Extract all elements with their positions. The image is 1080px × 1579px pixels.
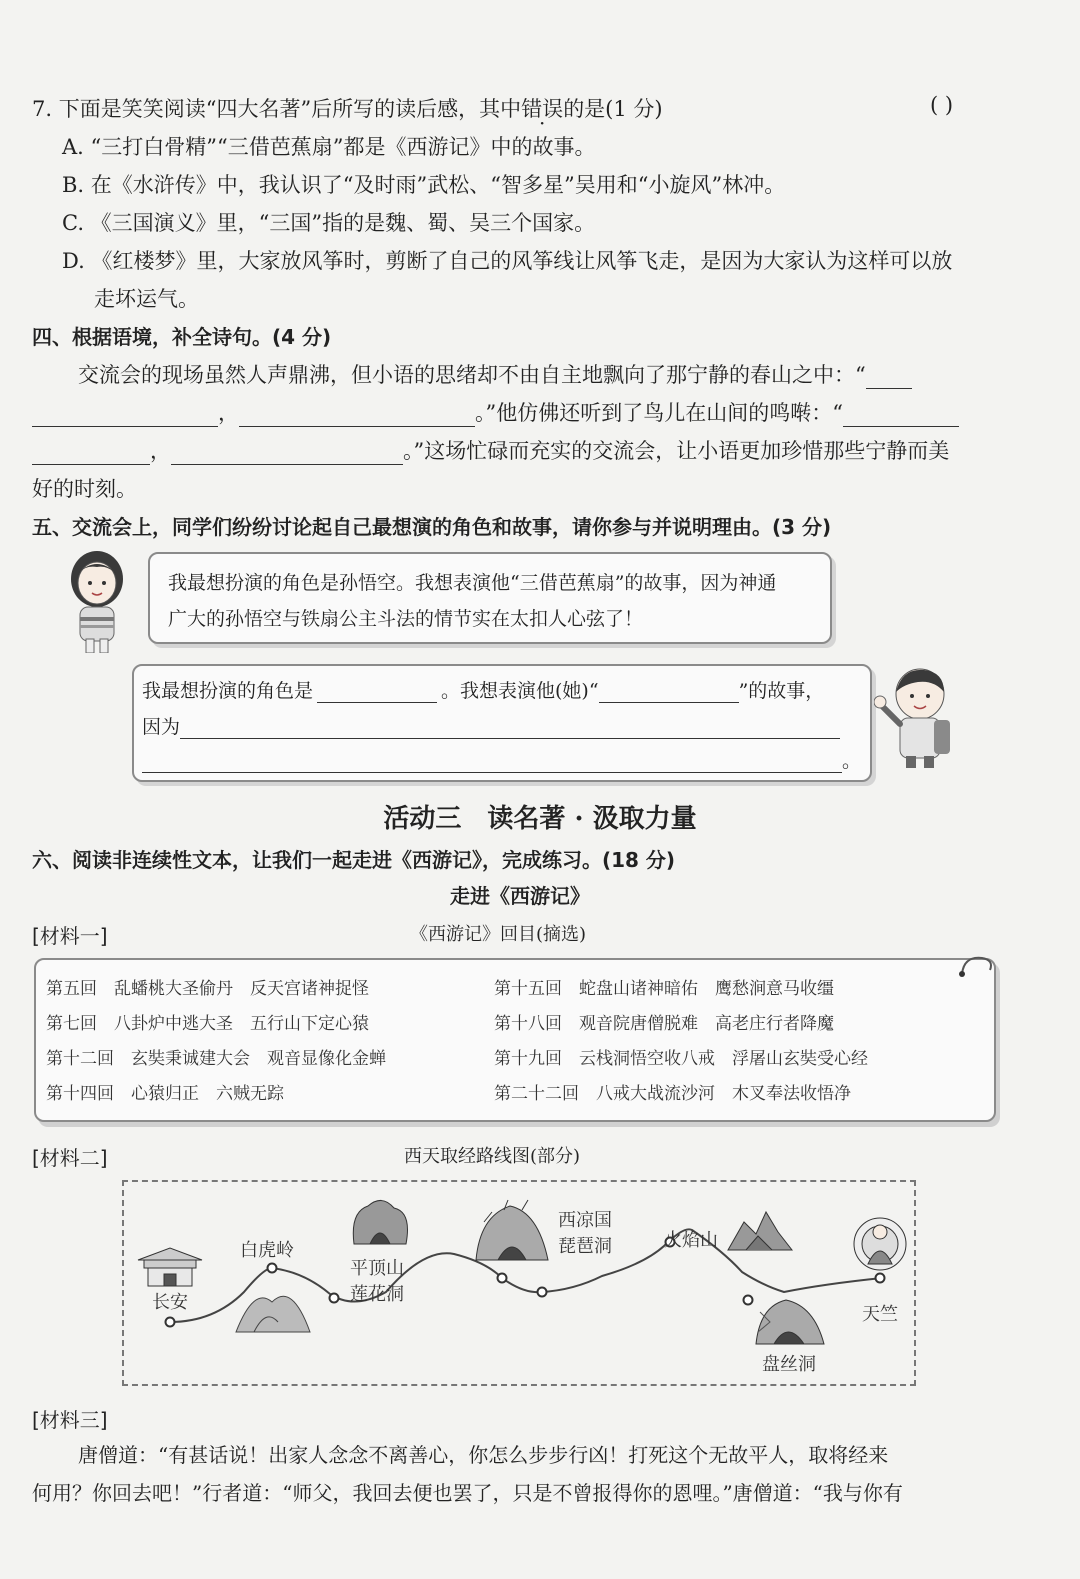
blank-role[interactable] [317, 682, 437, 703]
q7-option-a: A. “三打白骨精”“三借芭蕉扇”都是《西游记》中的故事。 [62, 135, 596, 159]
girl-speech-line1: 我最想扮演的角色是孙悟空。我想表演他“三借芭蕉扇”的故事，因为神通 [168, 572, 777, 594]
s4-line2 [32, 397, 959, 427]
s4-line3 [32, 435, 949, 465]
q7-option-c: C. 《三国演义》里，“三国”指的是魏、蜀、吴三个国家。 [62, 211, 596, 235]
place-changan: 长安 [152, 1292, 188, 1313]
q7-option-b: B. 在《水浒传》中，我认识了“及时雨”武松、“智多星”吴用和“小旋风”林冲。 [62, 173, 786, 197]
m1-label: [材料一] [32, 924, 108, 948]
place-pansidong: 盘丝洞 [762, 1354, 816, 1375]
q7-stem-emph: 错误 [521, 97, 564, 121]
m1-left-2: 第七回 八卦炉中逃大圣 五行山下定心猿 [46, 1014, 369, 1034]
place-huoyanshan: 火焰山 [664, 1230, 718, 1251]
s4-comma-2: ， [150, 439, 171, 463]
m1-right-3: 第十九回 云栈洞悟空收八戒 浮屠山玄奘受心经 [494, 1049, 868, 1069]
activity-title: 活动三 读名著 · 汲取力量 [383, 804, 697, 834]
s6-subtitle: 走进《西游记》 [450, 884, 590, 908]
boy-speech-line1 [142, 676, 824, 703]
blank-poem-2a[interactable] [843, 406, 959, 427]
m1-left-4: 第十四回 心猿归正 六贼无踪 [46, 1084, 284, 1104]
place-baihuling: 白虎岭 [240, 1240, 294, 1261]
blank-poem-1c[interactable] [239, 406, 475, 427]
m1-right-1: 第十五回 蛇盘山诸神暗佑 鹰愁涧意马收缰 [494, 979, 834, 999]
curl-decoration [954, 952, 998, 982]
m2-heading: 西天取经路线图(部分) [404, 1146, 581, 1167]
boy-speech-line2 [142, 712, 840, 739]
m3-line2: 何用？你回去吧！”行者道：“师父，我回去便也罢了，只是不曾报得你的恩哩。”唐僧道：“我与你有 [32, 1481, 903, 1505]
m2-label: [材料二] [32, 1146, 108, 1170]
place-pingdingshan: 平顶山 [350, 1258, 404, 1279]
place-lianhuadong: 莲花洞 [350, 1284, 404, 1305]
place-pipadong: 琵琶洞 [558, 1236, 612, 1257]
place-tianzhu: 天竺 [862, 1304, 898, 1325]
girl-speech-bubble [148, 552, 832, 644]
blank-poem-1a[interactable] [866, 368, 912, 389]
girl-speech-line2: 广大的孙悟空与铁扇公主斗法的情节实在太扣人心弦了！ [168, 608, 644, 630]
m1-heading: 《西游记》回目(摘选) [410, 924, 587, 945]
m1-left-1: 第五回 乱蟠桃大圣偷丹 反天宫诸神捉怪 [46, 979, 369, 999]
s4-line1-text: 交流会的现场虽然人声鼎沸，但小语的思绪却不由自主地飘向了那宁静的春山之中：“ [78, 363, 866, 387]
q7-stem-b: 的是(1 分) [563, 97, 663, 121]
m3-line1: 唐僧道：“有甚话说！出家人念念不离善心，你怎么步步行凶！打死这个无故平人，取将经来 [78, 1443, 889, 1467]
blank-poem-1b[interactable] [32, 406, 218, 427]
s4-line1 [78, 359, 912, 389]
m1-chapter-box [34, 958, 996, 1122]
blank-story[interactable] [599, 682, 739, 703]
boy-speech-bubble [132, 664, 872, 782]
m1-right-2: 第十八回 观音院唐僧脱难 高老庄行者降魔 [494, 1014, 834, 1034]
boy-speech-p2: 。我想表演他(她)“ [441, 680, 599, 702]
boy-speech-p3: ”的故事， [738, 680, 825, 702]
m1-left-3: 第十二回 玄奘秉诚建大会 观音显像化金蝉 [46, 1049, 386, 1069]
place-xiliangguo: 西凉国 [558, 1210, 612, 1231]
blank-poem-2c[interactable] [171, 444, 403, 465]
q7-stem [32, 93, 663, 123]
blank-poem-2b[interactable] [32, 444, 150, 465]
boy-speech-line3 [142, 746, 861, 773]
girl-avatar [62, 545, 132, 653]
boy-speech-p1: 我最想扮演的角色是 [142, 680, 314, 702]
s4-line2-text: 。”他仿佛还听到了鸟儿在山间的鸣啭：“ [475, 401, 843, 425]
m3-label: [材料三] [32, 1408, 108, 1432]
q7-stem-a: 7. 下面是笑笑阅读“四大名著”后所写的读后感，其中 [32, 97, 522, 121]
s5-title: 五、交流会上，同学们纷纷讨论起自己最想演的角色和故事，请你参与并说明理由。(3 分) [32, 515, 832, 539]
route-map [122, 1180, 916, 1386]
q7-answer-paren[interactable]: ( ) [930, 93, 954, 117]
blank-reason-1[interactable] [180, 718, 840, 739]
s4-comma-1: ， [218, 401, 239, 425]
q7-option-d: D. 《红楼梦》里，大家放风筝时，剪断了自己的风筝线让风筝飞走，是因为大家认为这样可以放 [62, 249, 953, 273]
s6-title: 六、阅读非连续性文本，让我们一起走进《西游记》，完成练习。(18 分) [32, 848, 676, 872]
boy-avatar [874, 664, 960, 768]
s4-line4: 好的时刻。 [32, 477, 137, 501]
boy-speech-period: 。 [842, 750, 862, 772]
s4-line3-text: 。”这场忙碌而充实的交流会，让小语更加珍惜那些宁静而美 [403, 439, 950, 463]
s4-title: 四、根据语境，补全诗句。(4 分) [32, 325, 332, 349]
boy-speech-because: 因为 [142, 716, 181, 738]
blank-reason-2[interactable] [142, 752, 842, 773]
m1-right-4: 第二十二回 八戒大战流沙河 木叉奉法收悟净 [494, 1084, 851, 1104]
q7-option-d-cont: 走坏运气。 [94, 287, 199, 311]
